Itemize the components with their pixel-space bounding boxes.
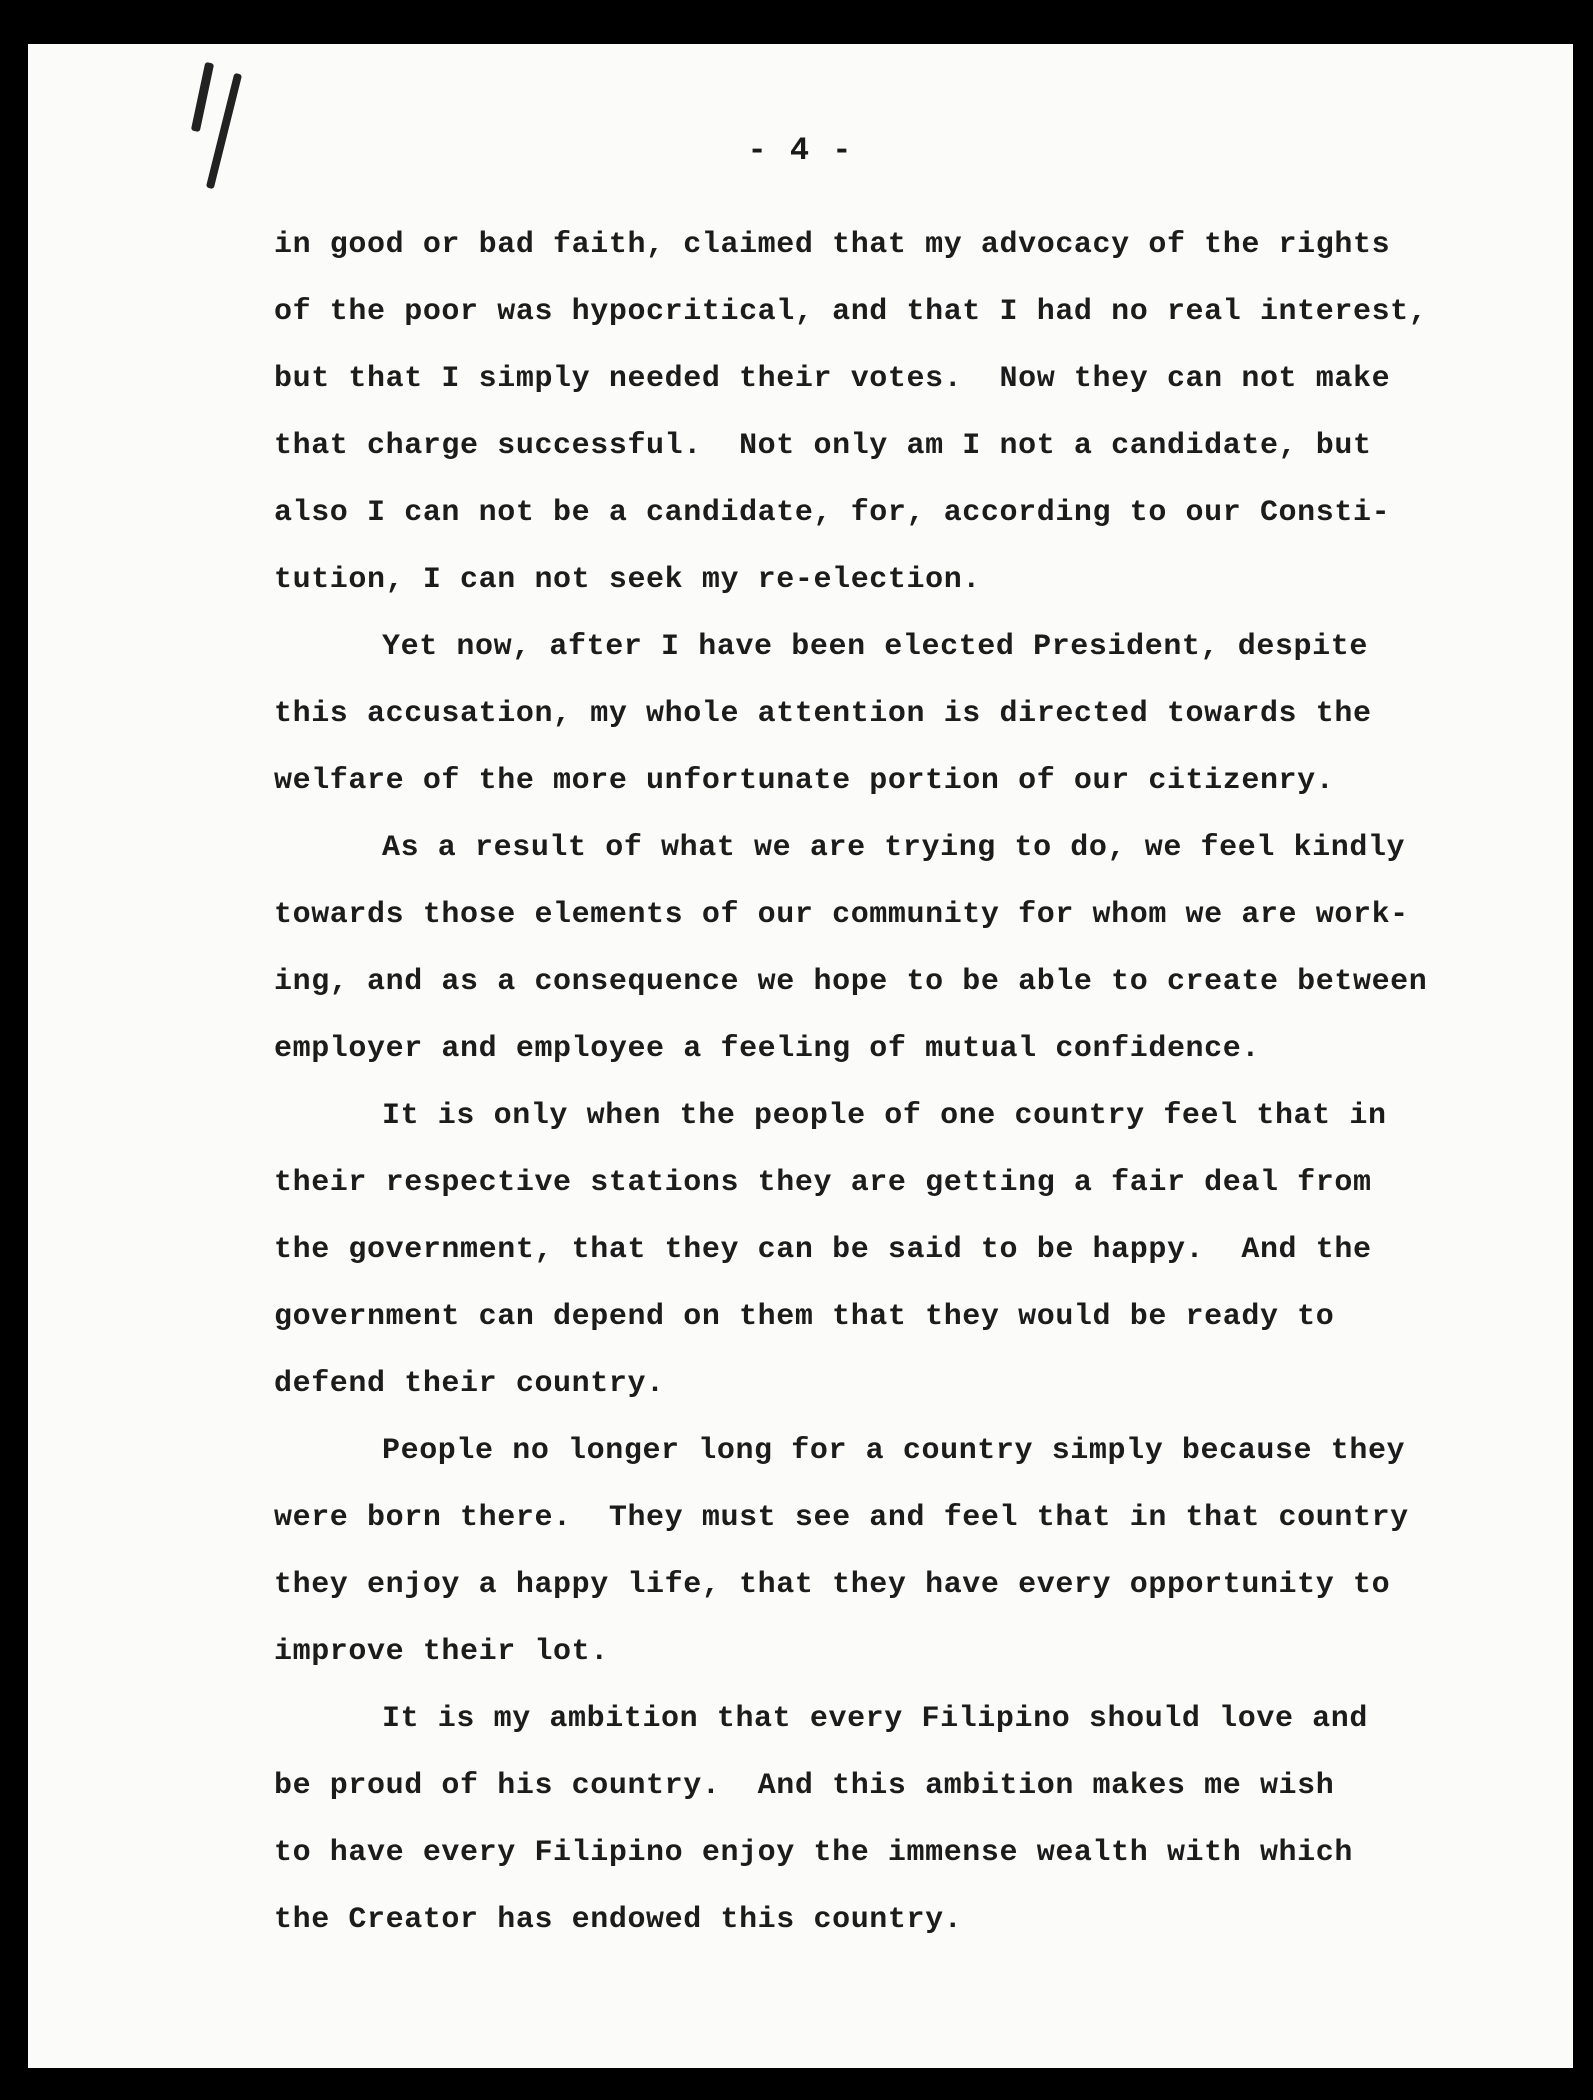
text-line: towards those elements of our community for whom we are work- [274, 898, 1409, 932]
text-line: the government, that they can be said to be happy. And the [274, 1233, 1372, 1267]
handwritten-mark [206, 73, 242, 189]
text-line: improve their lot. [274, 1635, 609, 1669]
text-line: this accusation, my whole attention is directed towards the [274, 697, 1372, 731]
text-line: defend their country. [274, 1367, 665, 1401]
text-line: were born there. They must see and feel that in that country [274, 1501, 1409, 1535]
text-line: that charge successful. Not only am I not a candidate, but [274, 429, 1372, 463]
text-line: their respective stations they are getting a fair deal from [274, 1166, 1372, 1200]
paragraph-first-line: As a result of what we are trying to do, we feel kindly [382, 831, 1406, 865]
body-text [274, 212, 1514, 1954]
paragraph-first-line: It is my ambition that every Filipino should love and [382, 1702, 1368, 1736]
paragraph-first-line: People no longer long for a country simply because they [382, 1434, 1406, 1468]
text-line: government can depend on them that they would be ready to [274, 1300, 1335, 1334]
document-page [28, 44, 1573, 2068]
handwritten-mark [191, 62, 214, 132]
text-line: of the poor was hypocritical, and that I had no real interest, [274, 295, 1428, 329]
text-line: to have every Filipino enjoy the immense wealth with which [274, 1836, 1353, 1870]
text-line: employer and employee a feeling of mutual confidence. [274, 1032, 1260, 1066]
page-number: - 4 - [747, 132, 854, 169]
text-line: they enjoy a happy life, that they have every opportunity to [274, 1568, 1391, 1602]
text-line: tution, I can not seek my re-election. [274, 563, 981, 597]
text-line: the Creator has endowed this country. [274, 1903, 963, 1937]
paragraph-first-line: It is only when the people of one country feel that in [382, 1099, 1387, 1133]
text-line: in good or bad faith, claimed that my advocacy of the rights [274, 228, 1391, 262]
text-line: but that I simply needed their votes. Now they can not make [274, 362, 1391, 396]
text-line: welfare of the more unfortunate portion of our citizenry. [274, 764, 1335, 798]
text-line: be proud of his country. And this ambition makes me wish [274, 1769, 1335, 1803]
text-line: ing, and as a consequence we hope to be able to create between [274, 965, 1428, 999]
text-line: also I can not be a candidate, for, according to our Consti- [274, 496, 1391, 530]
paragraph-first-line: Yet now, after I have been elected President, despite [382, 630, 1368, 664]
